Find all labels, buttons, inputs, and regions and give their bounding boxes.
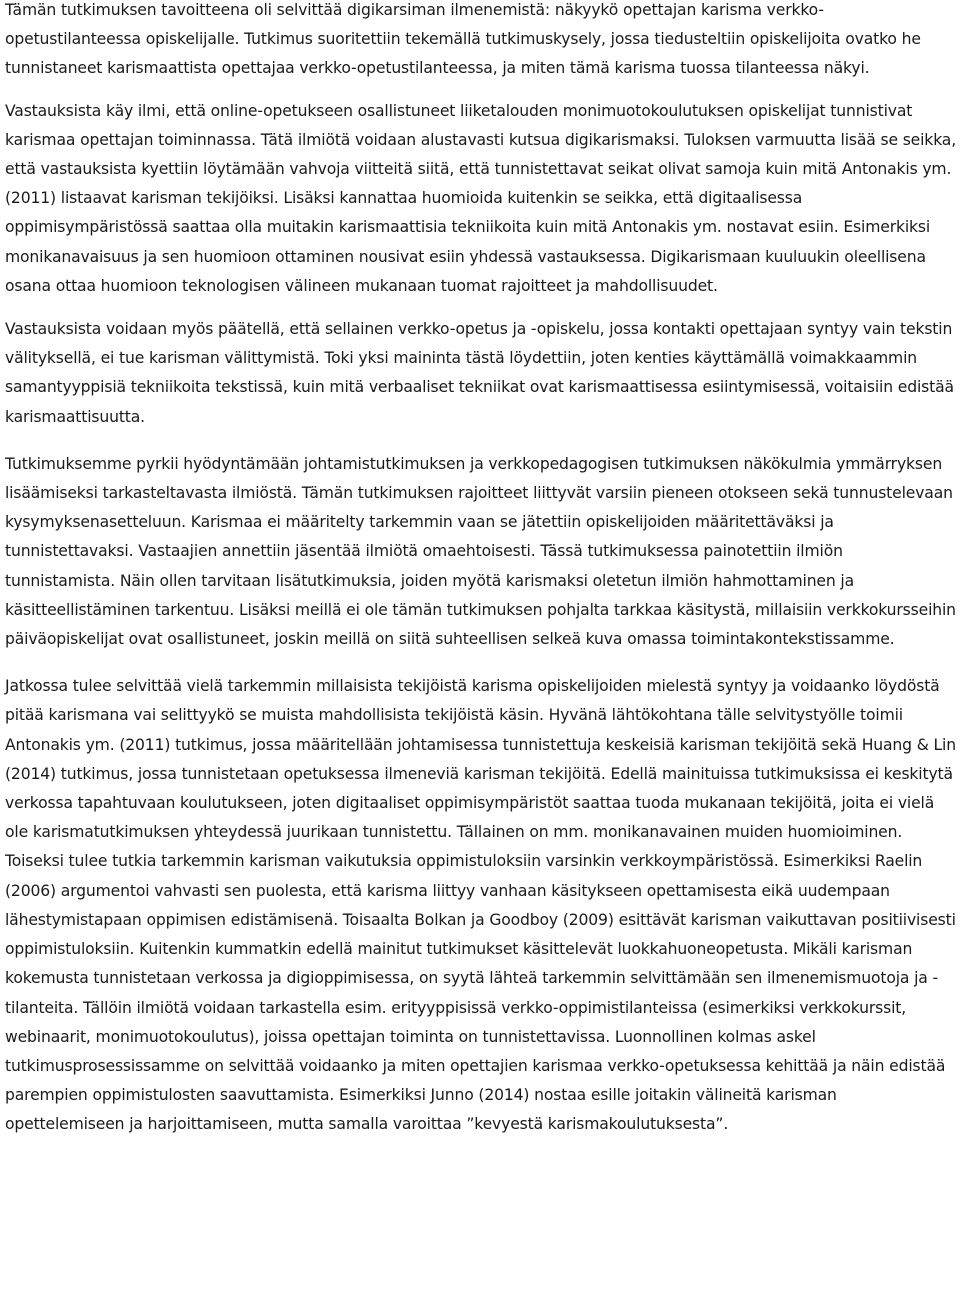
paragraph-text-only-limitation: Vastauksista voidaan myös päätellä, että sellainen verkko-opetus ja -opiskelu, jossa kontakti opettajaan syntyy vain tekstin välityksellä, ei tue karisman välittymistä. Toki yksi maininta tästä löydettiin, joten kenties käyttämällä voimakkaammin samantyyppisiä tekniikoita tekstissä, kuin mitä verbaaliset tekniikat ovat karismaattisessa esiintymisessä, voitaisiin edistää karismaattisuutta. (5, 320, 954, 426)
paragraph-future-research: Jatkossa tulee selvittää vielä tarkemmin millaisista tekijöistä karisma opiskelijoiden mielestä syntyy ja voidaanko löydöstä pitää karismana vai selittyykö se muista mahdollisista tekijöistä käsin. Hyvänä lähtökohtana tälle selvitystyölle toimii Antonakis ym. (2011) tutkimus, jossa määritellään johtamisessa tunnistettuja keskeisiä karisman tekijöitä sekä Huang & Lin (2014) tutkimus, jossa tunnistetaan opetuksessa ilmeneviä karisman tekijöitä. Edellä mainituissa tutkimuksissa ei keskitytä verkossa tapahtuvaan koulutukseen, joten digitaaliset oppimisympäristöt saattaa tuoda mukanaan tekijöitä, joita ei vielä ole karismatutkimuksen yhteydessä juurikaan tunnistettu. Tällainen on mm. monikanavainen muiden huomioiminen. Toiseksi tulee tutkia tarkemmin karisman vaikutuksia oppimistuloksiin varsinkin verkkoympäristössä. Esimerkiksi Raelin (2006) argumentoi vahvasti sen puolesta, että karisma liittyy vanhaan käsitykseen opettamisesta eikä uudempaan lähestymistapaan oppimisen edistämisenä. Toisaalta Bolkan ja Goodboy (2009) esittävät karisman vaikuttavan positiivisesti oppimistuloksiin. Kuitenkin kummatkin edellä mainitut tutkimukset käsittelevät luokkahuoneopetusta. Mikäli karisman kokemusta tunnistetaan verkossa ja digioppimisessa, on syytä lähteä tarkemmin selvittämään sen ilmenemismuotoja ja -tilanteita. Tällöin ilmiötä voidaan tarkastella esim. erityyppisissä verkko-oppimistilanteissa (esimerkiksi verkkokurssit, webinaarit, monimuotokoulutus), joissa opettajan toiminta on tunnistettavissa. Luonnollinen kolmas askel tutkimusprosessissamme on selvittää voidaanko ja miten opettajien karismaa verkko-opetuksessa kehittää ja näin edistää parempien oppimistulosten saavuttamista. Esimerkiksi Junno (2014) nostaa esille joitakin välineitä karisman opettelemiseen ja harjoittamiseen, mutta samalla varoittaa ”kevyestä karismakoulutuksesta”. (5, 677, 956, 1134)
paragraph-results: Vastauksista käy ilmi, että online-opetukseen osallistuneet liiketalouden monimuotokoulutuksen opiskelijat tunnistivat karismaa opettajan toiminnassa. Tätä ilmiötä voidaan alustavasti kutsua digikarismaksi. Tuloksen varmuutta lisää se seikka, että vastauksista kyettiin löytämään vahvoja viitteitä siitä, että tunnistettavat seikat olivat samoja kuin mitä Antonakis ym. (2011) listaavat karisman tekijöiksi. Lisäksi kannattaa huomioida kuitenkin se seikka, että digitaalisessa oppimisympäristössä saattaa olla muitakin karismaattisia tekniikoita kuin mitä Antonakis ym. nostavat esiin. Esimerkiksi monikanavaisuus ja sen huomioon ottaminen nousivat esiin yhdessä vastauksessa. Digikarismaan kuuluukin oleellisena osana ottaa huomioon teknologisen välineen mukanaan tuomat rajoitteet ja mahdollisuudet. (5, 101, 957, 295)
paragraph-research-limitations: Tutkimuksemme pyrkii hyödyntämään johtamistutkimuksen ja verkkopedagogisen tutkimuksen näkökulmia ymmärryksen lisäämiseksi tarkasteltavasta ilmiöstä. Tämän tutkimuksen rajoitteet liittyvät varsiin pieneen otokseen sekä tunnustelevaan kysymyksenasetteluun. Karismaa ei määritelty tarkemmin vaan se jätettiin opiskelijoiden määritettäväksi ja tunnistettavaksi. Vastaajien annettiin jäsentää ilmiötä omaehtoisesti. Tässä tutkimuksessa painotettiin ilmiön tunnistamista. Näin ollen tarvitaan lisätutkimuksia, joiden myötä karismaksi oletetun ilmiön hahmottaminen ja käsitteellistäminen tarkentuu. Lisäksi meillä ei ole tämän tutkimuksen pohjalta tarkkaa käsitystä, millaisiin verkkokursseihin päiväopiskelijat ovat osallistuneet, joskin meillä on siitä suhteellisen selkeä kuva omassa toimintakontekstissamme. (5, 454, 956, 649)
paragraph-study-aim: Tämän tutkimuksen tavoitteena oli selvittää digikarsiman ilmenemistä: näkyykö opettajan karisma verkko-opetustilanteessa opiskelijalle. Tutkimus suoritettiin tekemällä tutkimuskysely, jossa tiedusteltiin opiskelijoita ovatko he tunnistaneet karismaattista opettajaa verkko-opetustilanteessa, ja miten tämä karisma tuossa tilanteessa näkyi. (5, 1, 921, 78)
